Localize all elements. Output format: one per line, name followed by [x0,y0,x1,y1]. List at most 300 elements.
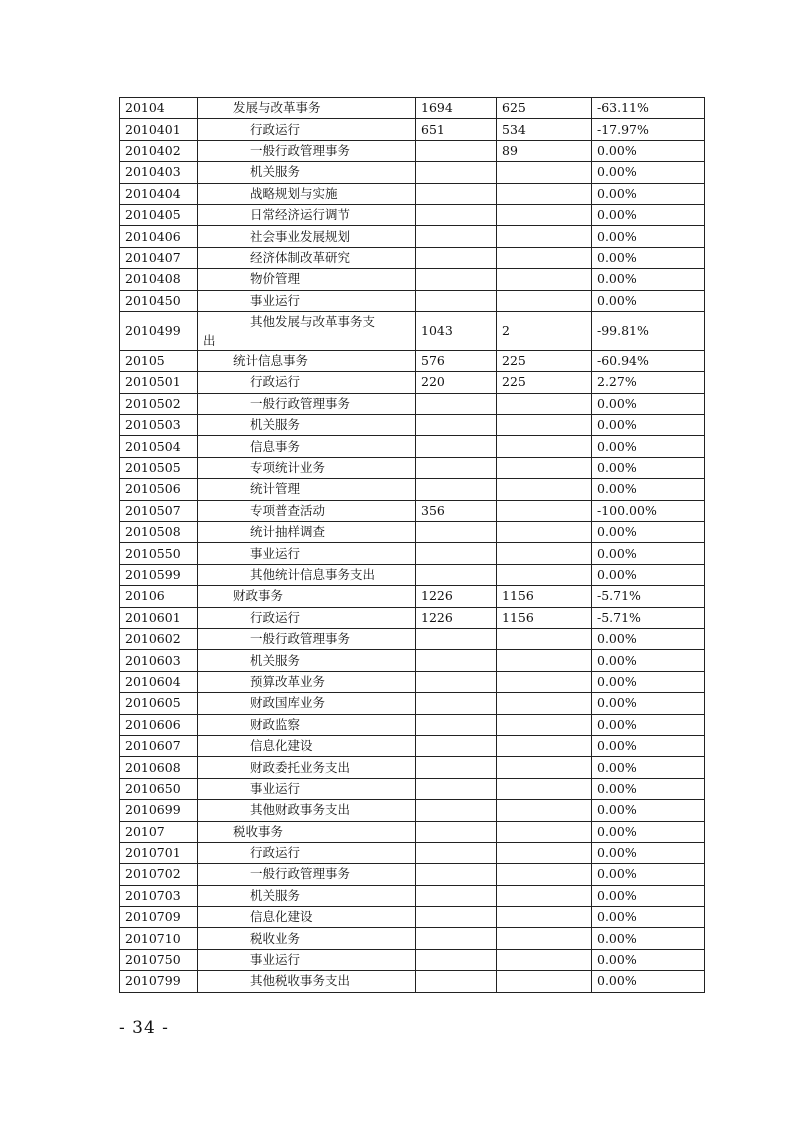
item-name-text: 其他税收事务支出 [250,973,351,989]
item-name [203,351,415,371]
percent-change-cell: -5.71% [592,586,705,607]
item-name [203,372,415,392]
value-cell-2 [497,671,592,692]
item-name [203,608,415,628]
percent-change-cell: 0.00% [592,714,705,735]
percent-change-cell: 0.00% [592,693,705,714]
percent-change-cell: 0.00% [592,650,705,671]
percent-change-cell: -100.00% [592,500,705,521]
item-name-cell [198,500,416,521]
value-cell-2 [497,564,592,585]
value-cell-2 [497,864,592,885]
item-name-cell [198,671,416,692]
item-name [203,248,415,268]
code-cell: 2010606 [120,714,198,735]
table-row [120,671,705,692]
item-name-text: 信息化建设 [250,738,313,754]
value-cell-1: 576 [416,350,497,371]
item-name [203,394,415,414]
code-cell: 2010504 [120,436,198,457]
item-name-cell [198,928,416,949]
item-name-text: 机关服务 [250,164,301,180]
value-cell-1 [416,290,497,311]
code-cell: 2010401 [120,119,198,140]
percent-change-cell: 0.00% [592,821,705,842]
code-cell: 2010750 [120,949,198,970]
value-cell-1 [416,864,497,885]
item-name [203,415,415,435]
percent-change-cell: -17.97% [592,119,705,140]
value-cell-2: 1156 [497,607,592,628]
value-cell-2 [497,928,592,949]
value-cell-2: 534 [497,119,592,140]
item-name [203,120,415,140]
item-name-text: 行政运行 [250,121,301,137]
table-row [120,415,705,436]
value-cell-1 [416,714,497,735]
value-cell-2 [497,247,592,268]
percent-change-cell: 0.00% [592,269,705,290]
value-cell-1 [416,821,497,842]
item-name-text: 机关服务 [250,652,301,668]
item-name [203,98,415,118]
value-cell-2 [497,457,592,478]
item-name-cell [198,971,416,992]
item-name-text: 行政运行 [250,374,301,390]
item-name [203,779,415,799]
value-cell-1 [416,735,497,756]
value-cell-1 [416,907,497,928]
value-cell-1 [416,842,497,863]
item-name-cell [198,183,416,204]
table-row [120,757,705,778]
table-row [120,350,705,371]
table-row [120,564,705,585]
item-name-cell [198,543,416,564]
value-cell-1 [416,436,497,457]
item-name [203,291,415,311]
item-name-text: 专项统计业务 [250,460,326,476]
code-cell: 2010599 [120,564,198,585]
value-cell-2 [497,757,592,778]
percent-change-cell: 0.00% [592,204,705,225]
code-cell: 2010508 [120,522,198,543]
code-cell: 20106 [120,586,198,607]
item-name-cell [198,885,416,906]
value-cell-2 [497,778,592,799]
item-name [203,886,415,906]
code-cell: 20104 [120,98,198,119]
code-cell: 2010408 [120,269,198,290]
value-cell-2 [497,842,592,863]
percent-change-cell: 0.00% [592,778,705,799]
item-name-continuation: 出 [203,332,216,348]
value-cell-2 [497,800,592,821]
item-name-text: 财政事务 [233,588,284,604]
item-name-cell [198,564,416,585]
table-row [120,269,705,290]
table-row [120,586,705,607]
value-cell-1 [416,393,497,414]
percent-change-cell: 0.00% [592,290,705,311]
item-name [203,522,415,542]
value-cell-1 [416,543,497,564]
value-cell-2 [497,735,592,756]
value-cell-1 [416,564,497,585]
value-cell-2 [497,500,592,521]
table-row [120,971,705,992]
item-name [203,565,415,585]
code-cell: 2010601 [120,607,198,628]
value-cell-1 [416,140,497,161]
item-name-cell [198,522,416,543]
value-cell-1: 1226 [416,607,497,628]
item-name-text: 信息化建设 [250,909,313,925]
value-cell-2 [497,226,592,247]
percent-change-cell: -63.11% [592,98,705,119]
item-name-text: 一般行政管理事务 [250,631,351,647]
item-name-text: 事业运行 [250,952,301,968]
item-name-text: 专项普查活动 [250,502,326,518]
item-name-cell [198,415,416,436]
percent-change-cell: 0.00% [592,393,705,414]
code-cell: 2010607 [120,735,198,756]
item-name-cell [198,457,416,478]
percent-change-cell: 0.00% [592,800,705,821]
percent-change-cell: 0.00% [592,479,705,500]
value-cell-1 [416,650,497,671]
item-name-cell [198,204,416,225]
value-cell-2 [497,415,592,436]
percent-change-cell: 0.00% [592,247,705,268]
budget-table [119,97,705,993]
item-name-text: 行政运行 [250,845,301,861]
item-name-cell [198,628,416,649]
value-cell-1 [416,226,497,247]
item-name-cell [198,842,416,863]
value-cell-1 [416,757,497,778]
item-name [203,629,415,649]
item-name-text: 发展与改革事务 [233,100,321,116]
value-cell-1 [416,204,497,225]
item-name-text: 经济体制改革研究 [250,249,351,265]
table-row [120,607,705,628]
item-name [203,736,415,756]
value-cell-1: 1226 [416,586,497,607]
item-name-text: 物价管理 [250,271,301,287]
value-cell-2: 1156 [497,586,592,607]
item-name [203,929,415,949]
percent-change-cell: -60.94% [592,350,705,371]
code-cell: 2010699 [120,800,198,821]
item-name [203,800,415,820]
item-name-cell [198,98,416,119]
value-cell-2 [497,650,592,671]
item-name [203,458,415,478]
item-name [203,864,415,884]
item-name-cell [198,586,416,607]
code-cell: 2010407 [120,247,198,268]
item-name [203,544,415,564]
percent-change-cell: 0.00% [592,842,705,863]
code-cell: 2010550 [120,543,198,564]
item-name-cell [198,735,416,756]
table-row [120,907,705,928]
value-cell-1 [416,162,497,183]
value-cell-2: 625 [497,98,592,119]
item-name-cell [198,247,416,268]
item-name-text: 行政运行 [250,609,301,625]
table-row [120,372,705,393]
table-row [120,311,705,350]
code-cell: 2010799 [120,971,198,992]
table-row [120,290,705,311]
table-row [120,928,705,949]
table-row [120,457,705,478]
item-name-cell [198,800,416,821]
percent-change-cell: 2.27% [592,372,705,393]
value-cell-2 [497,269,592,290]
item-name-text: 事业运行 [250,292,301,308]
percent-change-cell: 0.00% [592,735,705,756]
item-name-cell [198,350,416,371]
code-cell: 2010603 [120,650,198,671]
table-row [120,162,705,183]
table-row [120,98,705,119]
percent-change-cell: 0.00% [592,162,705,183]
value-cell-2 [497,436,592,457]
table-body [120,98,705,993]
code-cell: 2010404 [120,183,198,204]
code-cell: 2010650 [120,778,198,799]
percent-change-cell: 0.00% [592,457,705,478]
table-row [120,140,705,161]
percent-change-cell: -99.81% [592,311,705,350]
table-row [120,119,705,140]
value-cell-2 [497,714,592,735]
percent-change-cell: 0.00% [592,671,705,692]
item-name-cell [198,269,416,290]
item-name [203,843,415,863]
value-cell-1: 1043 [416,311,497,350]
item-name-cell [198,290,416,311]
table-row [120,735,705,756]
value-cell-1 [416,183,497,204]
item-name-cell [198,650,416,671]
value-cell-1 [416,928,497,949]
value-cell-1 [416,457,497,478]
item-name-cell [198,714,416,735]
value-cell-2: 225 [497,350,592,371]
value-cell-2 [497,522,592,543]
item-name [203,205,415,225]
value-cell-2 [497,543,592,564]
item-name-text: 财政监察 [250,716,301,732]
item-name-cell [198,162,416,183]
table-row [120,247,705,268]
code-cell: 20105 [120,350,198,371]
item-name-text: 统计抽样调查 [250,524,326,540]
item-name [203,758,415,778]
table-row [120,778,705,799]
code-cell: 2010605 [120,693,198,714]
value-cell-1 [416,269,497,290]
code-cell: 2010499 [120,311,198,350]
table-row [120,842,705,863]
percent-change-cell: 0.00% [592,628,705,649]
value-cell-2 [497,183,592,204]
item-name [203,651,415,671]
item-name [203,907,415,927]
value-cell-2 [497,971,592,992]
item-name-cell [198,907,416,928]
item-name-text: 财政国库业务 [250,695,326,711]
code-cell: 2010505 [120,457,198,478]
item-name [203,672,415,692]
item-name-cell [198,436,416,457]
table-row [120,885,705,906]
item-name [203,437,415,457]
item-name-text: 一般行政管理事务 [250,866,351,882]
table-row [120,949,705,970]
percent-change-cell: 0.00% [592,543,705,564]
item-name [203,822,415,842]
item-name-text: 其他发展与改革事务支 [250,313,376,329]
percent-change-cell: 0.00% [592,885,705,906]
value-cell-1 [416,693,497,714]
table-row [120,693,705,714]
item-name-cell [198,607,416,628]
code-cell: 2010702 [120,864,198,885]
code-cell: 2010502 [120,393,198,414]
table-row [120,183,705,204]
item-name-text: 事业运行 [250,545,301,561]
value-cell-1: 220 [416,372,497,393]
item-name-text: 统计信息事务 [233,353,309,369]
item-name-text: 统计管理 [250,481,301,497]
item-name-text: 机关服务 [250,417,301,433]
value-cell-2 [497,162,592,183]
percent-change-cell: 0.00% [592,757,705,778]
percent-change-cell: 0.00% [592,436,705,457]
table-row [120,479,705,500]
value-cell-1: 1694 [416,98,497,119]
percent-change-cell: 0.00% [592,415,705,436]
value-cell-1 [416,971,497,992]
item-name-text: 财政委托业务支出 [250,759,351,775]
table-row [120,864,705,885]
code-cell: 2010405 [120,204,198,225]
code-cell: 2010701 [120,842,198,863]
table-row [120,393,705,414]
code-cell: 2010402 [120,140,198,161]
value-cell-2 [497,628,592,649]
value-cell-2 [497,204,592,225]
code-cell: 2010403 [120,162,198,183]
value-cell-2: 225 [497,372,592,393]
item-name-text: 其他统计信息事务支出 [250,567,376,582]
percent-change-cell: 0.00% [592,949,705,970]
value-cell-2: 2 [497,311,592,350]
percent-change-cell: 0.00% [592,140,705,161]
item-name-text: 税收业务 [250,930,301,946]
item-name-cell [198,949,416,970]
table-row [120,650,705,671]
code-cell: 2010450 [120,290,198,311]
percent-change-cell: 0.00% [592,907,705,928]
percent-change-cell: 0.00% [592,928,705,949]
value-cell-1: 651 [416,119,497,140]
item-name [203,501,415,521]
item-name-cell [198,778,416,799]
item-name [203,141,415,161]
code-cell: 2010506 [120,479,198,500]
value-cell-2 [497,693,592,714]
item-name [203,693,415,713]
item-name [203,312,415,350]
value-cell-2: 89 [497,140,592,161]
value-cell-2 [497,821,592,842]
item-name-cell [198,479,416,500]
value-cell-2 [497,290,592,311]
item-name-text: 税收事务 [233,823,284,839]
value-cell-2 [497,479,592,500]
percent-change-cell: 0.00% [592,564,705,585]
table-row [120,821,705,842]
item-name [203,479,415,499]
code-cell: 2010604 [120,671,198,692]
item-name-cell [198,864,416,885]
item-name [203,162,415,182]
item-name-cell [198,393,416,414]
value-cell-1 [416,778,497,799]
item-name [203,971,415,991]
value-cell-1 [416,247,497,268]
value-cell-1 [416,949,497,970]
item-name-text: 其他财政事务支出 [250,802,351,818]
table-row [120,800,705,821]
percent-change-cell: 0.00% [592,522,705,543]
code-cell: 20107 [120,821,198,842]
table-row [120,543,705,564]
value-cell-1 [416,415,497,436]
item-name-cell [198,372,416,393]
table-row [120,226,705,247]
item-name [203,586,415,606]
item-name [203,227,415,247]
percent-change-cell: 0.00% [592,226,705,247]
code-cell: 2010406 [120,226,198,247]
value-cell-2 [497,907,592,928]
item-name [203,269,415,289]
page-number: - 34 - [119,1018,169,1038]
percent-change-cell: 0.00% [592,864,705,885]
item-name-text: 一般行政管理事务 [250,142,351,158]
item-name-cell [198,821,416,842]
code-cell: 2010503 [120,415,198,436]
table-row [120,500,705,521]
item-name [203,715,415,735]
value-cell-2 [497,949,592,970]
percent-change-cell: 0.00% [592,971,705,992]
item-name-text: 战略规划与实施 [250,185,338,201]
item-name-text: 社会事业发展规划 [250,228,351,244]
item-name [203,184,415,204]
table-row [120,628,705,649]
item-name-text: 预算改革业务 [250,673,326,689]
value-cell-1 [416,522,497,543]
item-name-text: 信息事务 [250,438,301,454]
